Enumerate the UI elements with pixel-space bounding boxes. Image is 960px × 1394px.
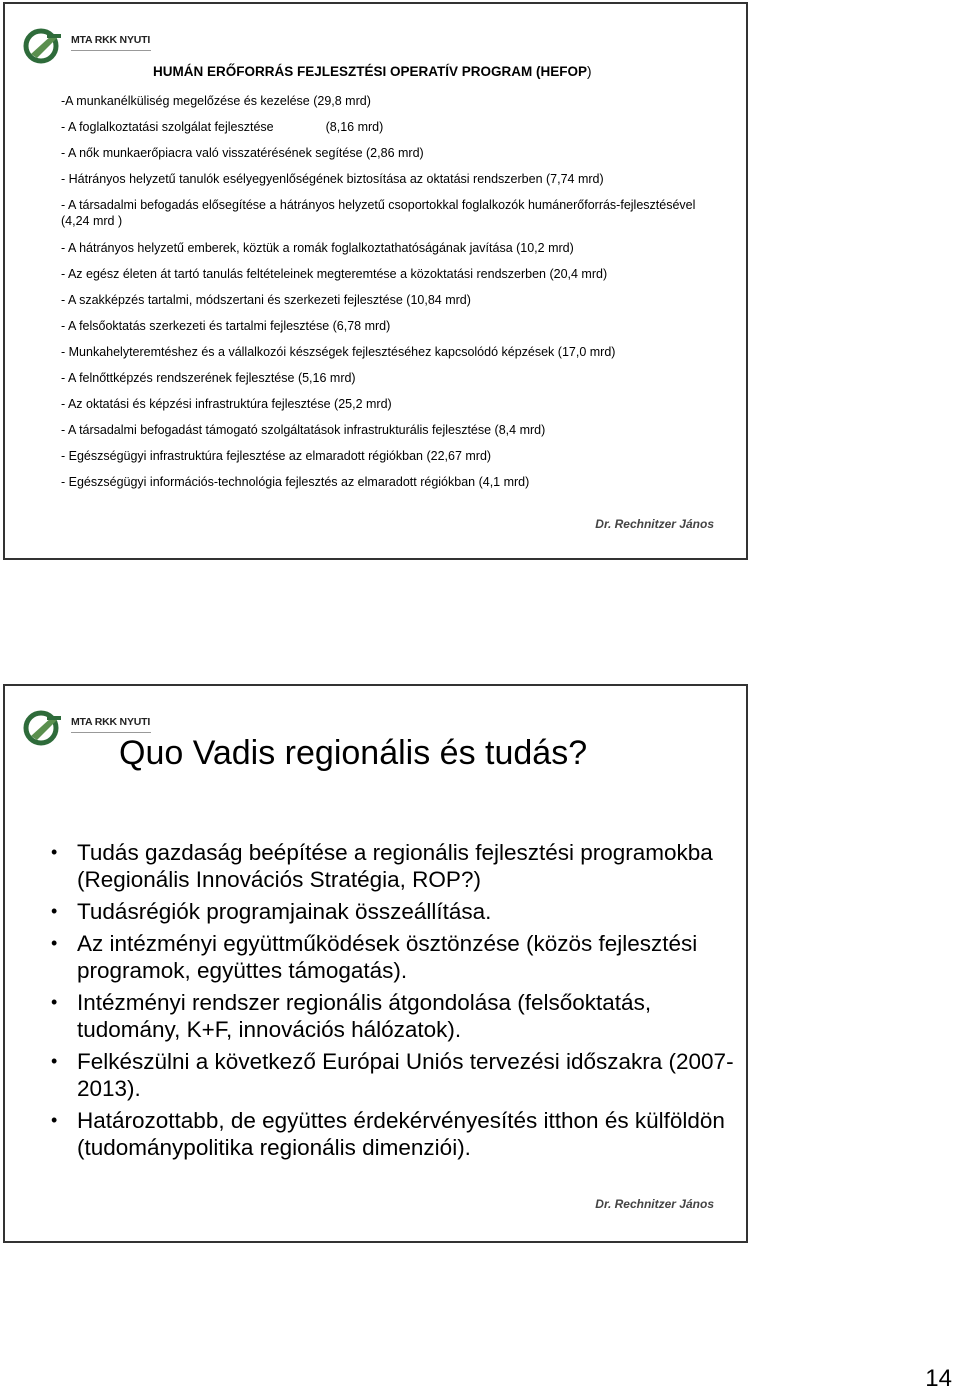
list-item: - Egészségügyi infrastruktúra fejlesztése az elmaradott régiókban (22,67 mrd) — [61, 449, 492, 463]
author-signature: Dr. Rechnitzer János — [595, 517, 714, 531]
logo-text: MTA RKK NYUTI — [71, 716, 151, 728]
list-item: - A nők munkaerőpiacra való visszatérésének segítése (2,86 mrd) — [61, 146, 424, 160]
slide1-title-text: HUMÁN ERŐFORRÁS FEJLESZTÉSI OPERATÍV PROGRAM (HEFOP — [153, 64, 588, 79]
list-item: - Hátrányos helyzetű tanulók esélyegyenlőségének biztosítása az oktatási rendszerben (7,74 mrd) — [61, 172, 604, 186]
bullet-item: • Tudásrégiók programjainak összeállítása. — [49, 898, 739, 925]
list-item: - A felsőoktatás szerkezeti és tartalmi fejlesztése (6,78 mrd) — [61, 319, 391, 333]
author-signature: Dr. Rechnitzer János — [595, 1197, 714, 1211]
page-number: 14 — [925, 1365, 952, 1392]
list-item: - A hátrányos helyzetű emberek, köztük a romák foglalkoztathatóságának javítása (10,2 mrd) — [61, 241, 574, 255]
mta-rkk-logo-icon — [23, 28, 63, 64]
logo-text: MTA RKK NYUTI — [71, 34, 151, 46]
list-item: - A társadalmi befogadás elősegítése a hátrányos helyzetű csoportokkal foglalkozók humánerőforrás-fejlesztésével (4,24 mrd ) — [61, 198, 696, 228]
list-item: - A felnőttképzés rendszerének fejlesztése (5,16 mrd) — [61, 371, 356, 385]
bullet-item: • Az intézményi együttműködések ösztönzése (közös fejlesztési programok, együttes támogatás). — [49, 930, 739, 984]
list-item: -A munkanélküliség megelőzése és kezelése (29,8 mrd) — [61, 94, 371, 108]
bullet-item: • Határozottabb, de együttes érdekérvényesítés itthon és külföldön (tudománypolitika regionális dimenziói). — [49, 1107, 739, 1161]
logo-underline — [71, 732, 151, 733]
list-item: - Az oktatási és képzési infrastruktúra fejlesztése (25,2 mrd) — [61, 397, 392, 411]
slide1-title-paren: ) — [587, 64, 592, 79]
list-item: - Egészségügyi információs-technológia fejlesztés az elmaradott régiókban (4,1 mrd) — [61, 475, 530, 489]
list-item: - Az egész életen át tartó tanulás feltételeinek megteremtése a közoktatási rendszerben (20,4 mrd) — [61, 267, 608, 281]
list-item: - A foglalkoztatási szolgálat fejlesztése (8,16 mrd) — [61, 120, 384, 134]
bullet-item: • Felkészülni a következő Európai Uniós tervezési időszakra (2007-2013). — [49, 1048, 739, 1102]
mta-rkk-logo — [23, 28, 153, 64]
list-item: - A szakképzés tartalmi, módszertani és szerkezeti fejlesztése (10,84 mrd) — [61, 293, 471, 307]
list-item: - A társadalmi befogadást támogató szolgáltatások infrastrukturális fejlesztése (8,4 mrd) — [61, 423, 546, 437]
bullet-list — [49, 839, 739, 1166]
slide1-title — [153, 64, 733, 79]
slide-quo-vadis — [3, 684, 748, 1243]
slide2-title: Quo Vadis regionális és tudás? — [119, 734, 588, 772]
slide-hefop — [3, 2, 748, 560]
bullet-item: • Intézményi rendszer regionális átgondolása (felsőoktatás, tudomány, K+F, innovációs hálózatok). — [49, 989, 739, 1043]
mta-rkk-logo-icon — [23, 710, 63, 746]
list-item: - Munkahelyteremtéshez és a vállalkozói készségek fejlesztéséhez kapcsolódó képzések (17,0 mrd) — [61, 345, 616, 359]
logo-underline — [71, 50, 151, 51]
bullet-item: • Tudás gazdaság beépítése a regionális fejlesztési programokba (Regionális Innovációs Stratégia, ROP?) — [49, 839, 739, 893]
